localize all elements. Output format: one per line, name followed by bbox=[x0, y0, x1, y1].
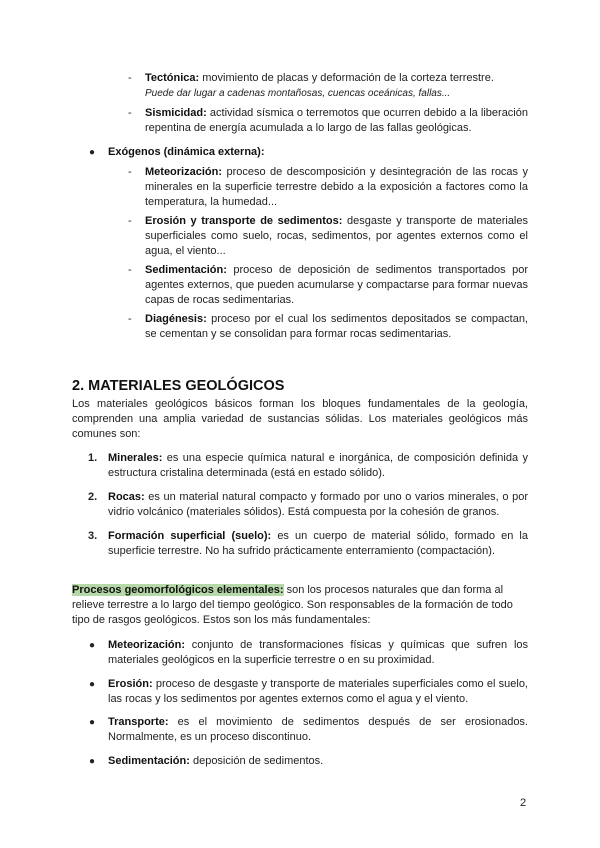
definition: es un material natural compacto y formado por uno o varios minerales, o por vidrio volcánico (materiales sólidos). Está compuesta por la cohesión de granos. bbox=[108, 491, 528, 518]
dash-marker: - bbox=[128, 166, 132, 178]
definition: es una especie química natural e inorgánica, de composición definida y estructura cristalina determinada (está en estado sólido). bbox=[108, 452, 528, 479]
term: Sedimentación: bbox=[108, 755, 190, 767]
definition: proceso de descomposición y desintegración de las rocas y minerales en la superficie terrestre debido a la exposición a factores como la temperatura, la humedad... bbox=[145, 166, 528, 208]
term: Sismicidad: bbox=[145, 107, 207, 119]
term: Erosión: bbox=[108, 678, 153, 690]
term: Sedimentación: bbox=[145, 264, 227, 276]
term: Meteorización: bbox=[108, 639, 186, 651]
numbered-item bbox=[88, 490, 528, 520]
note: Puede dar lugar a cadenas montañosas, cuencas oceánicas, fallas... bbox=[145, 88, 451, 99]
list-item-tectonica bbox=[128, 71, 528, 101]
dash-marker: - bbox=[128, 72, 132, 84]
term: Erosión y transporte de sedimentos: bbox=[145, 215, 343, 227]
definition: proceso de desgaste y transporte de materiales superficiales como el suelo, las rocas y los sedimentos por agentes externos como el agua y el viento. bbox=[108, 678, 528, 705]
list-item bbox=[89, 638, 528, 668]
highlighted-term: Procesos geomorfológicos elementales: bbox=[72, 584, 284, 596]
processes-paragraph bbox=[72, 583, 528, 628]
list-item-exogenos bbox=[89, 145, 528, 160]
list-item bbox=[89, 754, 528, 769]
definition: actividad sísmica o terremotos que ocurren debido a la liberación repentina de energía acumulada a lo largo de las fallas geológicas. bbox=[145, 107, 528, 134]
dash-marker: - bbox=[128, 215, 132, 227]
item-number: 1. bbox=[88, 452, 98, 464]
term: Diagénesis: bbox=[145, 313, 207, 325]
definition: proceso de deposición de sedimentos transportados por agentes externos, que pueden acumularse y compactarse para formar nuevas capas de rocas sedimentarias. bbox=[145, 264, 528, 306]
label: Exógenos (dinámica externa): bbox=[108, 146, 265, 158]
list-item bbox=[128, 214, 528, 259]
item-number: 2. bbox=[88, 491, 98, 503]
list-item bbox=[128, 165, 528, 210]
definition: proceso por el cual los sedimentos depositados se compactan, se cementan y se consolidan para formar rocas sedimentarias. bbox=[145, 313, 528, 340]
term: Transporte: bbox=[108, 716, 169, 728]
bullet-marker: ● bbox=[89, 717, 96, 728]
item-number: 3. bbox=[88, 530, 98, 542]
term: Meteorización: bbox=[145, 166, 223, 178]
term: Formación superficial (suelo): bbox=[108, 530, 272, 542]
bullet-marker: ● bbox=[89, 679, 96, 690]
definition: conjunto de transformaciones físicas y químicas que sufren los materiales geológicos en la superficie terrestre o en su proximidad. bbox=[108, 639, 528, 666]
list-item bbox=[89, 715, 528, 745]
section-intro: Los materiales geológicos básicos forman los bloques fundamentales de la geología, comprenden una amplia variedad de sustancias sólidas. Los materiales geológicos más comunes son: bbox=[72, 398, 528, 440]
term: Minerales: bbox=[108, 452, 163, 464]
list-item bbox=[89, 677, 528, 707]
list-item-sismicidad bbox=[128, 106, 528, 136]
dash-marker: - bbox=[128, 107, 132, 119]
list-item bbox=[128, 312, 528, 342]
numbered-item bbox=[88, 451, 528, 481]
dash-marker: - bbox=[128, 264, 132, 276]
page-number: 2 bbox=[520, 797, 527, 809]
definition: desgaste y transporte de materiales superficiales como suelo, rocas, sedimentos, por agentes externos como el agua, el viento... bbox=[145, 215, 528, 257]
term: Tectónica: bbox=[145, 72, 200, 84]
numbered-item bbox=[88, 529, 528, 559]
definition: es el movimiento de sedimentos después de ser erosionados. Normalmente, es un proceso discontinuo. bbox=[108, 716, 528, 743]
section-heading: 2. MATERIALES GEOLÓGICOS bbox=[72, 378, 285, 394]
definition: movimiento de placas y deformación de la corteza terrestre. bbox=[199, 72, 494, 84]
definition: deposición de sedimentos. bbox=[189, 755, 324, 767]
term: Rocas: bbox=[108, 491, 145, 503]
definition: son los procesos naturales que dan forma al relieve terrestre a lo largo del tiempo geológico. Son responsables de la formación de todo tipo de rasgos geológicos. Estos son los más fundamentales: bbox=[72, 584, 513, 626]
bullet-marker: ● bbox=[89, 756, 96, 767]
dash-marker: - bbox=[128, 313, 132, 325]
bullet-marker: ● bbox=[89, 640, 96, 651]
definition: es un cuerpo de material sólido, formado en la superficie terrestre. No ha sufrido prácticamente enterramiento (compactación). bbox=[108, 530, 528, 557]
bullet-marker: ● bbox=[89, 147, 96, 158]
list-item bbox=[128, 263, 528, 308]
